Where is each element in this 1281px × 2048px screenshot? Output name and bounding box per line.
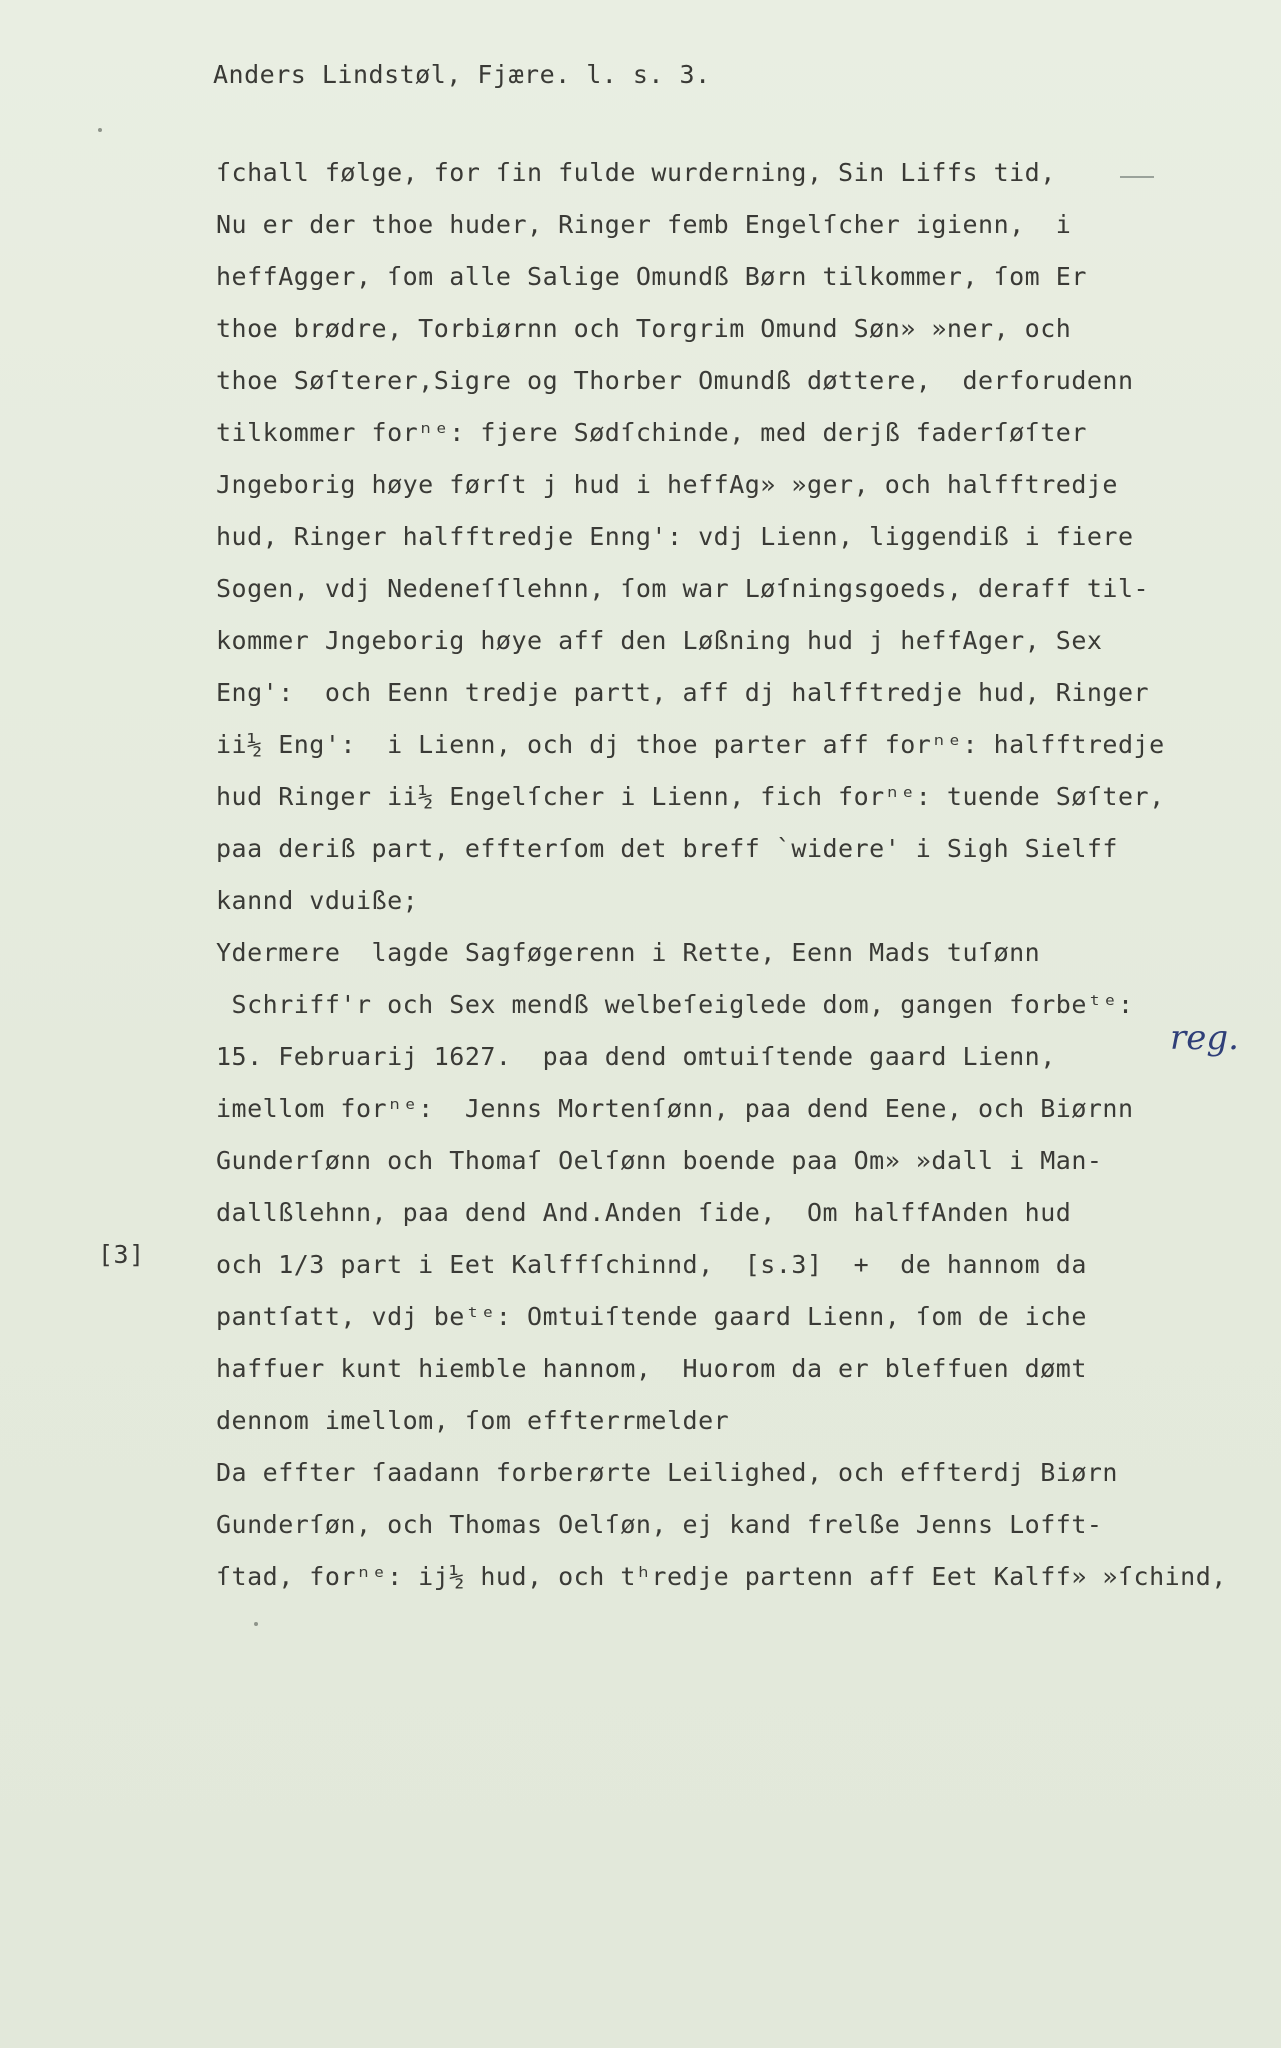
text-line: dennom imellom, ſom effterrmelder <box>216 1406 730 1435</box>
text-line: Eng': och Eenn tredje partt, aff dj halfftredje hud, Ringer <box>216 678 1150 707</box>
handwritten-annotation: reg. <box>1170 1018 1239 1058</box>
text-line: paa deriß part, effterſom det breff `widere' i Sigh Sielff <box>216 834 1118 863</box>
text-line: ſchall følge, for ſin fulde wurderning, Sin Liffs tid, <box>216 158 1056 187</box>
margin-reference: [3] <box>98 1240 145 1269</box>
text-line: haffuer kunt hiemble hannom, Huorom da er bleffuen dømt <box>216 1354 1087 1383</box>
text-line: ſtad, forⁿᵉ: ij½ hud, och tʰredje partenn aff Eet Kalff» »ſchind, <box>216 1562 1227 1591</box>
text-line: 15. Februarij 1627. paa dend omtuiſtende gaard Lienn, <box>216 1042 1056 1071</box>
text-line: dallßlehnn, paa dend And.Anden ſide, Om halffAnden hud <box>216 1198 1072 1227</box>
paper-speck <box>98 128 102 132</box>
paper-speck <box>254 1622 258 1626</box>
margin-mark <box>1120 176 1154 178</box>
text-line: pantſatt, vdj beᵗᵉ: Omtuiſtende gaard Lienn, ſom de iche <box>216 1302 1087 1331</box>
text-line: hud Ringer ii½ Engelſcher i Lienn, fich forⁿᵉ: tuende Søſter, <box>216 782 1165 811</box>
text-line: imellom forⁿᵉ: Jenns Mortenſønn, paa dend Eene, och Biørnn <box>216 1094 1134 1123</box>
page-header: Anders Lindstøl, Fjære. l. s. 3. <box>213 60 711 89</box>
text-line: Sogen, vdj Nedeneſſlehnn, ſom war Løſningsgoeds, deraff til- <box>216 574 1150 603</box>
text-line: Schriff'r och Sex mendß welbeſeiglede dom, gangen forbeᵗᵉ: <box>216 990 1134 1019</box>
text-line: thoe brødre, Torbiørnn och Torgrim Omund Søn» »ner, och <box>216 314 1072 343</box>
text-line: och 1/3 part i Eet Kalffſchinnd, [s.3] + de hannom da <box>216 1250 1087 1279</box>
text-line: kommer Jngeborig høye aff den Løßning hud j heffAger, Sex <box>216 626 1103 655</box>
text-line: Gunderſønn och Thomaſ Oelſønn boende paa Om» »dall i Man- <box>216 1146 1103 1175</box>
text-line: thoe Søſterer,Sigre og Thorber Omundß døttere, derforudenn <box>216 366 1134 395</box>
text-line: ii½ Eng': i Lienn, och dj thoe parter aff forⁿᵉ: halfftredje <box>216 730 1165 759</box>
text-line: Nu er der thoe huder, Ringer femb Engelſcher igienn, i <box>216 210 1072 239</box>
text-line: Ydermere lagde Sagføgerenn i Rette, Eenn Mads tuſønn <box>216 938 1041 967</box>
text-line: Gunderſøn, och Thomas Oelſøn, ej kand frelße Jenns Lofft- <box>216 1510 1103 1539</box>
text-line: Da effter ſaadann forberørte Leilighed, och effterdj Biørn <box>216 1458 1118 1487</box>
text-line: hud, Ringer halfftredje Enng': vdj Lienn, liggendiß i fiere <box>216 522 1134 551</box>
text-line: kannd vduiße; <box>216 886 419 915</box>
text-line: tilkommer forⁿᵉ: fjere Sødſchinde, med derjß faderſøſter <box>216 418 1087 447</box>
text-line: Jngeborig høye førſt j hud i heffAg» »ger, och halfftredje <box>216 470 1118 499</box>
text-line: heffAgger, ſom alle Salige Omundß Børn tilkommer, ſom Er <box>216 262 1087 291</box>
